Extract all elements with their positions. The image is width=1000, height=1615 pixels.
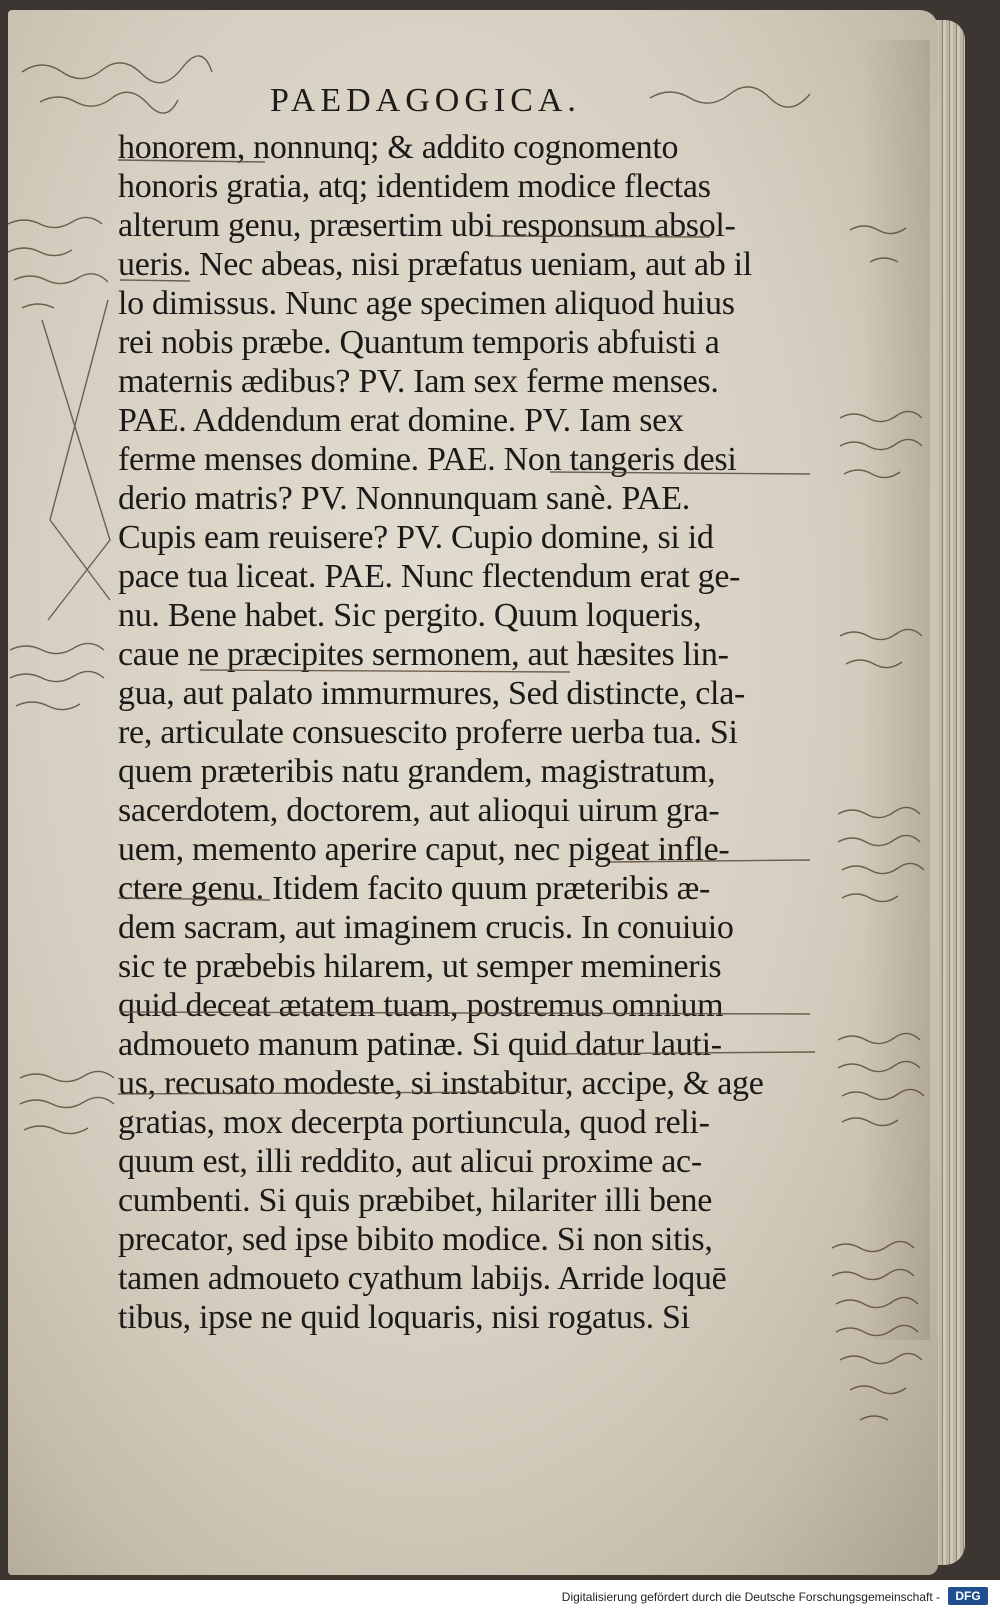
text-line: ctere genu. Itidem facito quum præteribis æ- xyxy=(118,870,711,907)
text-line: quid deceat ætatem tuam, postremus omnium xyxy=(118,987,724,1024)
text-line: uem, memento aperire caput, nec pigeat infle- xyxy=(118,831,730,868)
text-line: cumbenti. Si quis præbibet, hilariter illi bene xyxy=(118,1182,713,1219)
running-title: PAEDAGOGICA. xyxy=(270,82,581,119)
text-line: ferme menses domine. PAE. Non tangeris desi xyxy=(118,441,737,478)
text-line: gratias, mox decerpta portiuncula, quod reli- xyxy=(118,1104,710,1141)
text-line: maternis ædibus? PV. Iam sex ferme menses. xyxy=(118,363,719,400)
text-line: sic te præbebis hilarem, ut semper memineris xyxy=(118,948,722,985)
text-line: rei nobis præbe. Quantum temporis abfuisti a xyxy=(118,324,720,361)
text-line: ueris. Nec abeas, nisi præfatus ueniam, aut ab il xyxy=(118,246,752,283)
text-line: caue ne præcipites sermonem, aut hæsites lin- xyxy=(118,636,729,673)
footer-bar xyxy=(0,1580,1000,1615)
text-line: honorem, nonnunq; & addito cognomento xyxy=(118,129,679,166)
text-line: quem præteribis natu grandem, magistratum, xyxy=(118,753,716,790)
text-line: precator, sed ipse bibito modice. Si non sitis, xyxy=(118,1221,713,1258)
text-line: admoueto manum patinæ. Si quid datur lauti- xyxy=(118,1026,722,1063)
text-line: gua, aut palato immurmures, Sed distincte, cla- xyxy=(118,675,746,712)
text-line: derio matris? PV. Nonnunquam sanè. PAE. xyxy=(118,480,690,517)
text-line: lo dimissus. Nunc age specimen aliquod huius xyxy=(118,285,735,322)
text-line: re, articulate consuescito proferre uerba tua. Si xyxy=(118,714,738,751)
text-line: sacerdotem, doctorem, aut alioqui uirum gra- xyxy=(118,792,720,829)
text-line: tamen admoueto cyathum labijs. Arride loquē xyxy=(118,1260,727,1297)
text-line: dem sacram, aut imaginem crucis. In conuiuio xyxy=(118,909,734,946)
footer-credit: Digitalisierung gefördert durch die Deutsche Forschungsgemeinschaft - xyxy=(561,1590,940,1604)
text-line: tibus, ipse ne quid loquaris, nisi rogatus. Si xyxy=(118,1299,690,1336)
dfg-logo-icon: DFG xyxy=(948,1587,988,1605)
text-line: PAE. Addendum erat domine. PV. Iam sex xyxy=(118,402,684,439)
text-line: nu. Bene habet. Sic pergito. Quum loqueris, xyxy=(118,597,702,634)
text-line: alterum genu, præsertim ubi responsum absol- xyxy=(118,207,736,244)
text-line: quum est, illi reddito, aut alicui proxime ac- xyxy=(118,1143,702,1180)
text-line: Cupis eam reuisere? PV. Cupio domine, si id xyxy=(118,519,714,556)
text-line: honoris gratia, atq; identidem modice flectas xyxy=(118,168,711,205)
text-line: us, recusato modeste, si instabitur, accipe, & age xyxy=(118,1065,764,1102)
text-line: pace tua liceat. PAE. Nunc flectendum erat ge- xyxy=(118,558,741,595)
